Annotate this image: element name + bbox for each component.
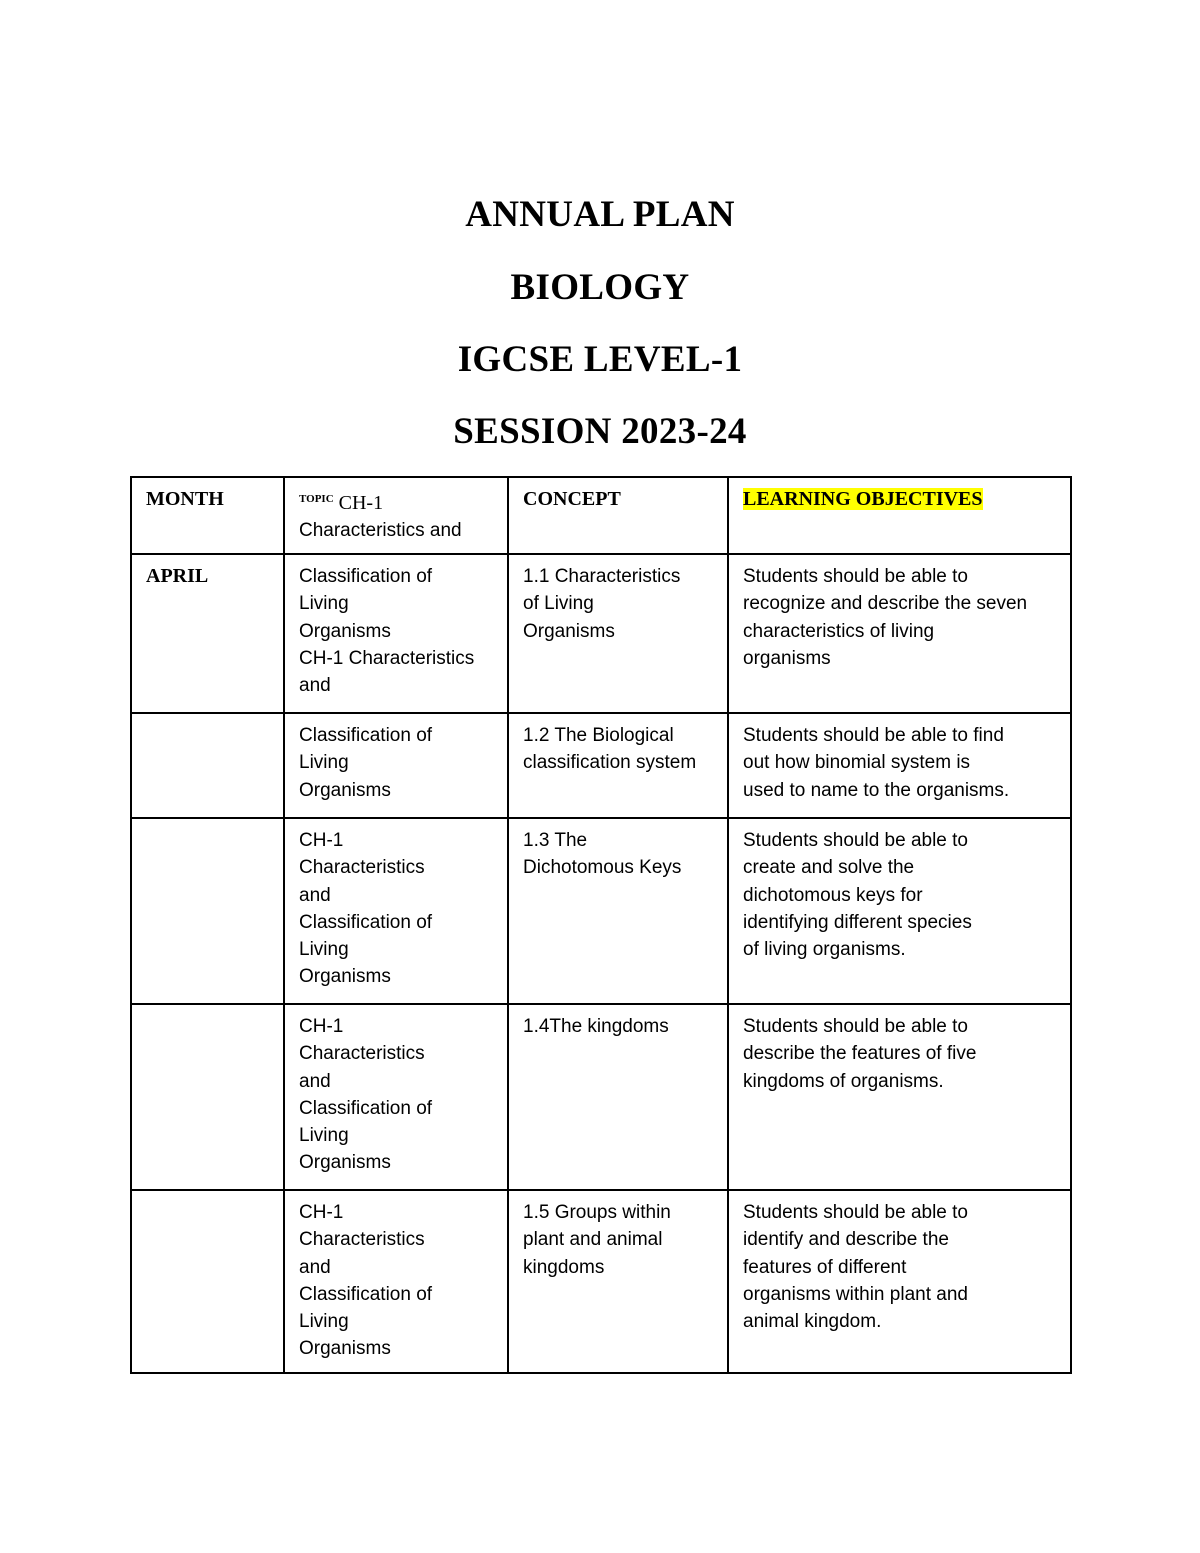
cell-objective-line: of living organisms. <box>743 939 906 961</box>
cell-topic-line: CH-1 Characteristics <box>299 647 475 669</box>
cell-objective <box>728 1190 1071 1373</box>
cell-topic <box>284 818 508 1004</box>
cell-concept-line: 1.5 Groups within <box>523 1202 671 1223</box>
header-month-label: MONTH <box>146 488 224 510</box>
cell-topic-line: Organisms <box>299 620 391 642</box>
cell-objective-line: Students should be able to <box>743 830 969 851</box>
header-month <box>131 477 284 554</box>
cell-concept <box>508 1004 728 1190</box>
cell-topic-line: Classification of <box>299 566 433 587</box>
header-objectives <box>728 477 1071 554</box>
cell-topic-line: and <box>299 1070 331 1092</box>
cell-topic-line: CH-1 <box>299 1016 344 1037</box>
cell-topic <box>284 554 508 713</box>
cell-topic-line: Organisms <box>299 966 391 988</box>
cell-objective-line: features of different <box>743 1256 907 1278</box>
cell-topic-line: Characteristics <box>299 1043 425 1065</box>
cell-concept-line: kingdoms <box>523 1256 605 1278</box>
cell-objective <box>728 554 1071 713</box>
cell-objective-line: out how binomial system is <box>743 752 971 774</box>
header-topic-line2: Characteristics and <box>299 520 462 542</box>
cell-topic-line: Living <box>299 1125 349 1147</box>
cell-month <box>131 1004 284 1190</box>
table-row <box>131 1004 1071 1190</box>
title-annual-plan: ANNUAL PLAN <box>465 194 735 235</box>
cell-topic-line: and <box>299 884 331 906</box>
header-topic-line1: CH-1 <box>338 492 384 514</box>
cell-objective-line: used to name to the organisms. <box>743 779 1010 801</box>
header-topic-label: TOPIC <box>299 493 334 505</box>
cell-objective-line: create and solve the <box>743 857 915 879</box>
cell-objective-line: organisms within plant and <box>743 1283 968 1305</box>
cell-month <box>131 554 284 713</box>
cell-concept <box>508 554 728 713</box>
header-objectives-label: LEARNING OBJECTIVES <box>743 488 983 510</box>
cell-topic-line: Organisms <box>299 1152 391 1174</box>
cell-topic-line: Classification of <box>299 725 433 746</box>
cell-objective <box>728 713 1071 818</box>
cell-objective <box>728 818 1071 1004</box>
cell-topic-line: Living <box>299 593 349 615</box>
cell-objective-line: identify and describe the <box>743 1229 949 1251</box>
cell-topic-line: Living <box>299 939 349 961</box>
cell-concept-line: Organisms <box>523 620 615 642</box>
cell-objective-line: dichotomous keys for <box>743 884 923 906</box>
cell-topic-line: Organisms <box>299 779 391 801</box>
cell-concept-line: 1.1 Characteristics <box>523 566 681 587</box>
cell-concept <box>508 713 728 818</box>
cell-objective-line: identifying different species <box>743 911 972 933</box>
cell-concept <box>508 1190 728 1373</box>
cell-month <box>131 713 284 818</box>
header-concept <box>508 477 728 554</box>
cell-concept-line: of Living <box>523 593 594 615</box>
cell-topic-line: CH-1 <box>299 1202 344 1223</box>
cell-objective-line: recognize and describe the seven <box>743 593 1028 615</box>
cell-topic-line: Classification of <box>299 1283 433 1305</box>
cell-concept-line: plant and animal <box>523 1229 663 1251</box>
cell-topic-line: Characteristics <box>299 857 425 879</box>
title-subject: BIOLOGY <box>510 267 690 308</box>
cell-concept-line: 1.2 The Biological <box>523 725 674 746</box>
header-concept-label: CONCEPT <box>523 488 621 510</box>
month-label: APRIL <box>146 565 209 587</box>
header-topic <box>284 477 508 554</box>
cell-objective-line: Students should be able to <box>743 1016 969 1037</box>
cell-concept-line: Dichotomous Keys <box>523 857 682 879</box>
cell-topic <box>284 1004 508 1190</box>
cell-topic-line: Organisms <box>299 1338 391 1360</box>
cell-topic <box>284 1190 508 1373</box>
cell-objective-line: animal kingdom. <box>743 1311 882 1333</box>
title-level: IGCSE LEVEL-1 <box>457 339 743 380</box>
cell-topic-line: CH-1 <box>299 830 344 851</box>
table-row <box>131 554 1071 713</box>
cell-concept-line: 1.3 The <box>523 830 588 851</box>
cell-objective-line: Students should be able to find <box>743 725 1004 746</box>
cell-objective-line: describe the features of five <box>743 1043 977 1065</box>
annual-plan-table <box>130 476 1072 1374</box>
cell-objective-line: Students should be able to <box>743 1202 969 1223</box>
cell-objective-line: kingdoms of organisms. <box>743 1070 944 1092</box>
table-header-row <box>131 477 1071 554</box>
cell-month <box>131 1190 284 1373</box>
cell-topic <box>284 713 508 818</box>
cell-topic-line: Living <box>299 752 349 774</box>
cell-topic-line: Classification of <box>299 911 433 933</box>
cell-objective-line: Students should be able to <box>743 566 969 587</box>
title-session: SESSION 2023-24 <box>453 411 747 452</box>
cell-objective-line: organisms <box>743 647 831 669</box>
cell-topic-line: and <box>299 675 331 697</box>
cell-month <box>131 818 284 1004</box>
cell-topic-line: Classification of <box>299 1097 433 1119</box>
cell-concept <box>508 818 728 1004</box>
cell-topic-line: and <box>299 1256 331 1278</box>
cell-topic-line: Characteristics <box>299 1229 425 1251</box>
cell-concept-line: 1.4The kingdoms <box>523 1016 669 1037</box>
cell-topic-line: Living <box>299 1311 349 1333</box>
table-row <box>131 818 1071 1004</box>
cell-objective-line: characteristics of living <box>743 620 935 642</box>
table-row <box>131 713 1071 818</box>
table-row <box>131 1190 1071 1373</box>
cell-concept-line: classification system <box>523 752 697 774</box>
cell-objective <box>728 1004 1071 1190</box>
